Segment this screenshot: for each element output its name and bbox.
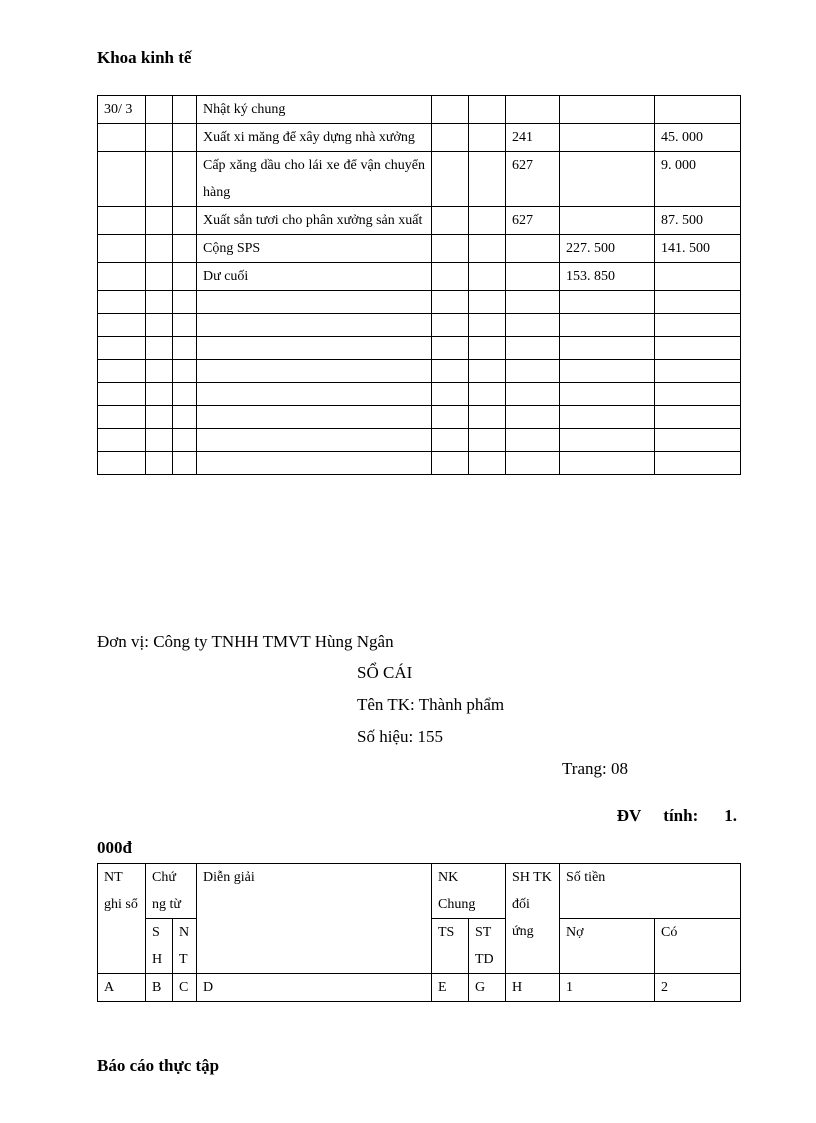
empty-cell (469, 314, 506, 337)
table-cell (469, 124, 506, 152)
table-cell (98, 263, 146, 291)
unit-part-b: tính: (663, 806, 699, 825)
table-cell (432, 263, 469, 291)
empty-cell (432, 429, 469, 452)
account-number: Số hiệu: 155 (357, 727, 443, 746)
empty-cell (173, 429, 197, 452)
table-cell (146, 124, 173, 152)
empty-cell (560, 452, 655, 475)
empty-cell (560, 314, 655, 337)
empty-cell (655, 337, 741, 360)
code-cell: 2 (655, 974, 741, 1002)
empty-cell (506, 452, 560, 475)
description-cell: Dư cuối (197, 263, 432, 291)
table-cell: 153. 850 (560, 263, 655, 291)
table-row (98, 207, 741, 235)
table-row (98, 263, 741, 291)
table-cell (98, 235, 146, 263)
empty-cell (146, 383, 173, 406)
table-cell: 141. 500 (655, 235, 741, 263)
table-cell (146, 96, 173, 124)
empty-cell (560, 383, 655, 406)
empty-cell (432, 406, 469, 429)
description-cell: Nhật ký chung (197, 96, 432, 124)
empty-cell (560, 360, 655, 383)
empty-cell (146, 337, 173, 360)
code-cell: D (197, 974, 432, 1002)
table-cell (655, 263, 741, 291)
empty-cell (655, 314, 741, 337)
empty-cell (432, 452, 469, 475)
empty-row (98, 291, 741, 314)
table-cell (506, 235, 560, 263)
empty-cell (655, 360, 741, 383)
page-header: Khoa kinh tế (97, 48, 192, 67)
empty-cell (655, 452, 741, 475)
page-number: Trang: 08 (562, 759, 628, 778)
empty-cell (98, 429, 146, 452)
empty-cell (469, 383, 506, 406)
empty-cell (506, 360, 560, 383)
empty-cell (197, 429, 432, 452)
unit-part-c: 1. (724, 806, 737, 825)
empty-cell (173, 406, 197, 429)
table-cell (432, 124, 469, 152)
header-nkchung: NK Chung (432, 864, 506, 919)
empty-cell (506, 383, 560, 406)
empty-cell (197, 383, 432, 406)
empty-cell (173, 383, 197, 406)
table-cell (173, 96, 197, 124)
empty-cell (506, 429, 560, 452)
empty-cell (469, 406, 506, 429)
empty-cell (173, 452, 197, 475)
empty-cell (432, 314, 469, 337)
empty-cell (432, 337, 469, 360)
empty-cell (432, 291, 469, 314)
code-cell: B (146, 974, 173, 1002)
header-nt: NT ghi sổ (98, 864, 146, 974)
empty-cell (146, 360, 173, 383)
ledger-table (97, 863, 741, 1002)
table-cell (432, 235, 469, 263)
journal-table (97, 95, 741, 475)
empty-cell (432, 383, 469, 406)
ledger-title: SỔ CÁI (357, 663, 413, 682)
header-sttd: ST TD (469, 919, 506, 974)
table-cell: 241 (506, 124, 560, 152)
table-row (98, 152, 741, 207)
table-cell (146, 152, 173, 207)
table-cell (432, 152, 469, 207)
empty-cell (560, 406, 655, 429)
code-cell: 1 (560, 974, 655, 1002)
empty-cell (98, 452, 146, 475)
table-cell (146, 207, 173, 235)
table-cell (560, 124, 655, 152)
table-cell (560, 207, 655, 235)
table-cell (173, 263, 197, 291)
table-cell (469, 152, 506, 207)
empty-cell (197, 406, 432, 429)
empty-row (98, 429, 741, 452)
empty-cell (506, 314, 560, 337)
empty-cell (146, 406, 173, 429)
empty-cell (146, 314, 173, 337)
empty-cell (98, 383, 146, 406)
table-cell (469, 96, 506, 124)
empty-cell (469, 429, 506, 452)
empty-cell (98, 314, 146, 337)
empty-cell (655, 429, 741, 452)
empty-row (98, 406, 741, 429)
table-cell (469, 235, 506, 263)
empty-cell (146, 452, 173, 475)
empty-cell (173, 337, 197, 360)
table-row (98, 124, 741, 152)
table-cell (469, 207, 506, 235)
unit-part-d: 000đ (97, 838, 132, 857)
empty-cell (506, 291, 560, 314)
account-name: Tên TK: Thành phẩm (357, 695, 505, 714)
empty-cell (146, 291, 173, 314)
code-cell: H (506, 974, 560, 1002)
empty-cell (197, 337, 432, 360)
empty-cell (469, 360, 506, 383)
table-cell (173, 152, 197, 207)
table-cell (173, 207, 197, 235)
table-row (98, 96, 741, 124)
empty-row (98, 360, 741, 383)
header-nt2: N T (173, 919, 197, 974)
empty-cell (98, 291, 146, 314)
header-sh: S H (146, 919, 173, 974)
header-chungtu: Chứ ng từ (146, 864, 197, 919)
table-cell: 227. 500 (560, 235, 655, 263)
empty-cell (560, 429, 655, 452)
table-cell: 9. 000 (655, 152, 741, 207)
table-cell (173, 235, 197, 263)
code-cell: E (432, 974, 469, 1002)
header-ts: TS (432, 919, 469, 974)
empty-cell (173, 291, 197, 314)
empty-cell (432, 360, 469, 383)
table-cell: 30/ 3 (98, 96, 146, 124)
table-cell (98, 124, 146, 152)
empty-cell (197, 360, 432, 383)
empty-cell (655, 291, 741, 314)
currency-unit (97, 800, 737, 864)
empty-cell (197, 314, 432, 337)
empty-cell (506, 337, 560, 360)
empty-row (98, 383, 741, 406)
header-shtk: SH TK đối ứng (506, 864, 560, 974)
empty-cell (560, 291, 655, 314)
table-cell (98, 207, 146, 235)
empty-cell (197, 291, 432, 314)
header-no: Nợ (560, 919, 655, 974)
empty-cell (98, 406, 146, 429)
empty-cell (98, 337, 146, 360)
code-cell: G (469, 974, 506, 1002)
description-cell: Cộng SPS (197, 235, 432, 263)
company-unit: Đơn vị: Công ty TNHH TMVT Hùng Ngân (97, 632, 394, 651)
table-cell (469, 263, 506, 291)
empty-row (98, 314, 741, 337)
empty-row (98, 337, 741, 360)
header-sotien: Số tiền (560, 864, 741, 919)
table-cell (146, 235, 173, 263)
table-cell (560, 152, 655, 207)
table-cell (146, 263, 173, 291)
table-row (98, 235, 741, 263)
code-cell: A (98, 974, 146, 1002)
page-footer: Báo cáo thực tập (97, 1056, 220, 1075)
empty-cell (506, 406, 560, 429)
table-cell: 627 (506, 152, 560, 207)
table-cell (506, 263, 560, 291)
empty-cell (469, 452, 506, 475)
empty-cell (98, 360, 146, 383)
description-cell: Cấp xăng dầu cho lái xe để vận chuyển hàng (197, 152, 432, 207)
empty-cell (469, 291, 506, 314)
empty-cell (146, 429, 173, 452)
empty-row (98, 452, 741, 475)
table-cell: 87. 500 (655, 207, 741, 235)
table-cell (560, 96, 655, 124)
empty-cell (173, 360, 197, 383)
table-cell (432, 207, 469, 235)
unit-part-a: ĐV (616, 806, 642, 825)
description-cell: Xuất sắn tươi cho phân xưởng sản xuất (197, 207, 432, 235)
header-co: Có (655, 919, 741, 974)
empty-cell (655, 406, 741, 429)
empty-cell (197, 452, 432, 475)
description-cell: Xuất xi măng để xây dựng nhà xưởng (197, 124, 432, 152)
table-cell: 45. 000 (655, 124, 741, 152)
empty-cell (469, 337, 506, 360)
empty-cell (655, 383, 741, 406)
empty-cell (560, 337, 655, 360)
table-cell (655, 96, 741, 124)
empty-cell (173, 314, 197, 337)
table-cell (506, 96, 560, 124)
table-cell: 627 (506, 207, 560, 235)
table-cell (432, 96, 469, 124)
table-cell (173, 124, 197, 152)
code-cell: C (173, 974, 197, 1002)
header-diengiai: Diễn giải (197, 864, 432, 974)
table-cell (98, 152, 146, 207)
